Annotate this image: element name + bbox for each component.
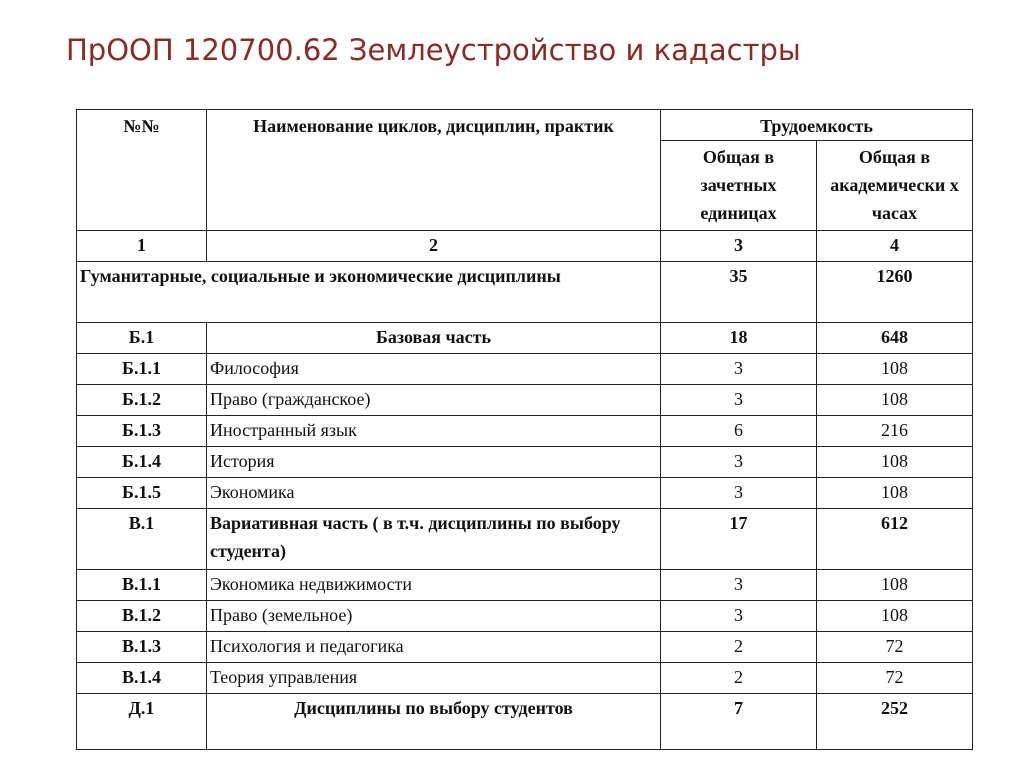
row-code: В.1.1 xyxy=(77,570,207,601)
header-credits: Общая в зачетных единицах xyxy=(661,141,817,231)
table-row-cycle xyxy=(77,262,973,323)
row-credits: 3 xyxy=(661,601,817,632)
row-name: Право (земельное) xyxy=(207,601,661,632)
cycle-name: Гуманитарные, социальные и экономические дисциплины xyxy=(77,262,661,323)
table-row xyxy=(77,385,973,416)
row-hours: 1260 xyxy=(817,262,973,323)
row-credits: 18 xyxy=(661,323,817,354)
row-name: Философия xyxy=(207,354,661,385)
row-hours: 108 xyxy=(817,447,973,478)
table-row xyxy=(77,354,973,385)
row-code: В.1.3 xyxy=(77,632,207,663)
slide-title: ПрООП 120700.62 Землеустройство и кадастры xyxy=(66,33,801,67)
table-row xyxy=(77,478,973,509)
header-labor: Трудоемкость xyxy=(661,110,973,141)
row-name: Базовая часть xyxy=(207,323,661,354)
table-row xyxy=(77,416,973,447)
row-hours: 108 xyxy=(817,354,973,385)
row-name: Психология и педагогика xyxy=(207,632,661,663)
curriculum-table xyxy=(76,109,973,750)
row-hours: 72 xyxy=(817,632,973,663)
header-hours: Общая в академически х часах xyxy=(817,141,973,231)
row-code: Б.1 xyxy=(77,323,207,354)
row-credits: 2 xyxy=(661,663,817,694)
column-number-row xyxy=(77,231,973,262)
column-number: 4 xyxy=(817,231,973,262)
row-hours: 108 xyxy=(817,570,973,601)
row-name: Иностранный язык xyxy=(207,416,661,447)
row-hours: 72 xyxy=(817,663,973,694)
column-number: 2 xyxy=(207,231,661,262)
row-code: Б.1.2 xyxy=(77,385,207,416)
header-name: Наименование циклов, дисциплин, практик xyxy=(207,110,661,231)
row-name: Дисциплины по выбору студентов xyxy=(207,694,661,750)
table-row-section xyxy=(77,694,973,750)
row-credits: 35 xyxy=(661,262,817,323)
row-name: Экономика недвижимости xyxy=(207,570,661,601)
table-row-section xyxy=(77,323,973,354)
header-number: №№ xyxy=(77,110,207,231)
table-row xyxy=(77,447,973,478)
table-row xyxy=(77,632,973,663)
table-header-row xyxy=(77,110,973,141)
row-hours: 108 xyxy=(817,601,973,632)
row-credits: 3 xyxy=(661,354,817,385)
row-credits: 17 xyxy=(661,509,817,570)
row-code: Б.1.3 xyxy=(77,416,207,447)
row-code: В.1 xyxy=(77,509,207,570)
row-name: Вариативная часть ( в т.ч. дисциплины по выбору студента) xyxy=(207,509,661,570)
row-code: В.1.4 xyxy=(77,663,207,694)
row-credits: 2 xyxy=(661,632,817,663)
row-name: Право (гражданское) xyxy=(207,385,661,416)
row-code: Б.1.4 xyxy=(77,447,207,478)
row-credits: 3 xyxy=(661,478,817,509)
row-hours: 216 xyxy=(817,416,973,447)
row-hours: 108 xyxy=(817,478,973,509)
table-row xyxy=(77,663,973,694)
row-code: Б.1.1 xyxy=(77,354,207,385)
row-credits: 7 xyxy=(661,694,817,750)
row-credits: 3 xyxy=(661,570,817,601)
row-code: Д.1 xyxy=(77,694,207,750)
row-credits: 6 xyxy=(661,416,817,447)
row-code: В.1.2 xyxy=(77,601,207,632)
row-hours: 648 xyxy=(817,323,973,354)
row-name: История xyxy=(207,447,661,478)
table-row-section xyxy=(77,509,973,570)
row-hours: 108 xyxy=(817,385,973,416)
row-name: Экономика xyxy=(207,478,661,509)
row-hours: 612 xyxy=(817,509,973,570)
column-number: 1 xyxy=(77,231,207,262)
table-row xyxy=(77,601,973,632)
table-row xyxy=(77,570,973,601)
row-code: Б.1.5 xyxy=(77,478,207,509)
row-hours: 252 xyxy=(817,694,973,750)
row-credits: 3 xyxy=(661,385,817,416)
column-number: 3 xyxy=(661,231,817,262)
row-credits: 3 xyxy=(661,447,817,478)
row-name: Теория управления xyxy=(207,663,661,694)
